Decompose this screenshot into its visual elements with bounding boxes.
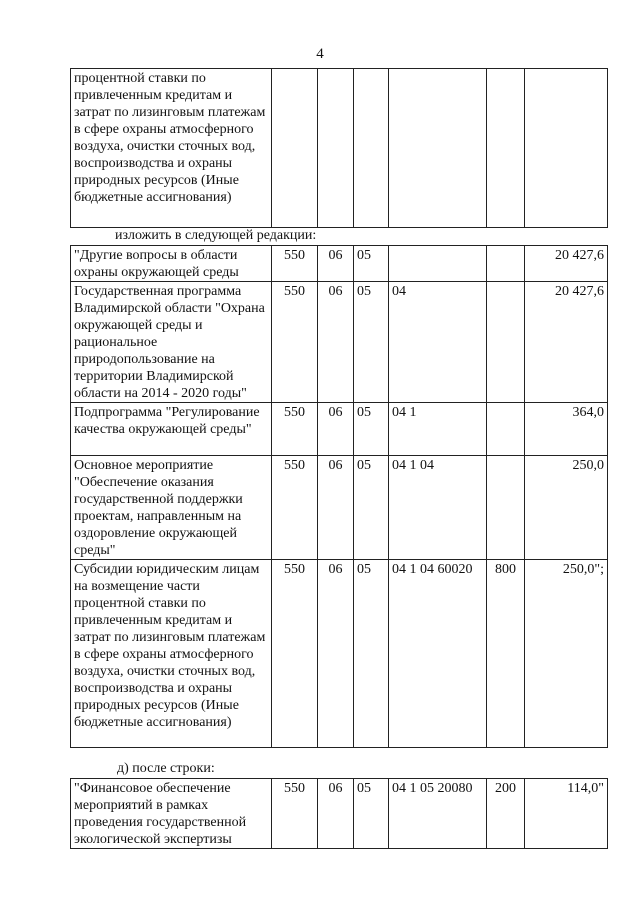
cell-expense-type: 200 [487,779,525,849]
cell-expense-type [487,456,525,560]
cell-target-article: 04 1 04 [389,456,487,560]
cell-subsection-code: 05 [354,456,389,560]
caption-new-edition: изложить в следующей редакции: [115,228,317,243]
cell-expense-type [487,246,525,282]
cell-section-code: 06 [318,246,354,282]
cell-ministry-code: 550 [272,403,318,456]
cell-amount: 364,0 [525,403,608,456]
cell-ministry-code: 550 [272,779,318,849]
table-row [71,456,608,560]
cell-amount: 20 427,6 [525,282,608,403]
cell-amount: 20 427,6 [525,246,608,282]
cell-expense-type: 800 [487,560,525,748]
cell-ministry-code [272,69,318,228]
cell-amount: 114,0" [525,779,608,849]
cell-target-article: 04 [389,282,487,403]
cell-ministry-code: 550 [272,246,318,282]
cell-ministry-code: 550 [272,282,318,403]
cell-subsection-code: 05 [354,779,389,849]
cell-amount [525,69,608,228]
table-row [71,403,608,456]
cell-section-code: 06 [318,403,354,456]
page-number: 4 [316,46,324,62]
caption-after-line: д) после строки: [117,761,215,776]
table-new-edition [70,245,608,748]
cell-section-code [318,69,354,228]
table-row [71,779,608,849]
cell-subsection-code: 05 [354,403,389,456]
cell-expense-type [487,69,525,228]
cell-section-code: 06 [318,282,354,403]
table-fragment-top [70,68,608,228]
table-row [71,69,608,228]
row-name: "Другие вопросы в области охраны окружающей среды [71,246,272,282]
cell-expense-type [487,403,525,456]
cell-section-code: 06 [318,779,354,849]
row-name: Субсидии юридическим лицам на возмещение части процентной ставки по привлеченным кредитам и затрат по лизинговым платежам в сфере охраны атмосферного воздуха, очистки сточных вод, воспроизводства и охраны природных ресурсов (Иные бюджетные ассигнования) [71,560,272,748]
cell-ministry-code: 550 [272,560,318,748]
cell-amount: 250,0"; [525,560,608,748]
cell-amount: 250,0 [525,456,608,560]
cell-subsection-code [354,69,389,228]
cell-subsection-code: 05 [354,282,389,403]
cell-target-article [389,69,487,228]
table-row [71,246,608,282]
cell-target-article: 04 1 [389,403,487,456]
cell-ministry-code: 550 [272,456,318,560]
cell-section-code: 06 [318,560,354,748]
cell-target-article: 04 1 05 20080 [389,779,487,849]
cell-section-code: 06 [318,456,354,560]
row-name: Основное мероприятие "Обеспечение оказания государственной поддержки проектам, направленным на оздоровление окружающей среды" [71,456,272,560]
table-row [71,282,608,403]
cell-target-article: 04 1 04 60020 [389,560,487,748]
row-name: Подпрограмма "Регулирование качества окружающей среды" [71,403,272,456]
cell-subsection-code: 05 [354,560,389,748]
cell-subsection-code: 05 [354,246,389,282]
row-name: процентной ставки по привлеченным кредитам и затрат по лизинговым платежам в сфере охраны атмосферного воздуха, очистки сточных вод, воспроизводства и охраны природных ресурсов (Иные бюджетные ассигнования) [71,69,272,228]
cell-expense-type [487,282,525,403]
row-name: Государственная программа Владимирской области "Охрана окружающей среды и рациональное природопользование на территории Владимирской области на 2014 - 2020 годы" [71,282,272,403]
cell-target-article [389,246,487,282]
row-name: "Финансовое обеспечение мероприятий в рамках проведения государственной экологической экспертизы [71,779,272,849]
table-row [71,560,608,748]
table-fragment-bottom [70,778,608,849]
